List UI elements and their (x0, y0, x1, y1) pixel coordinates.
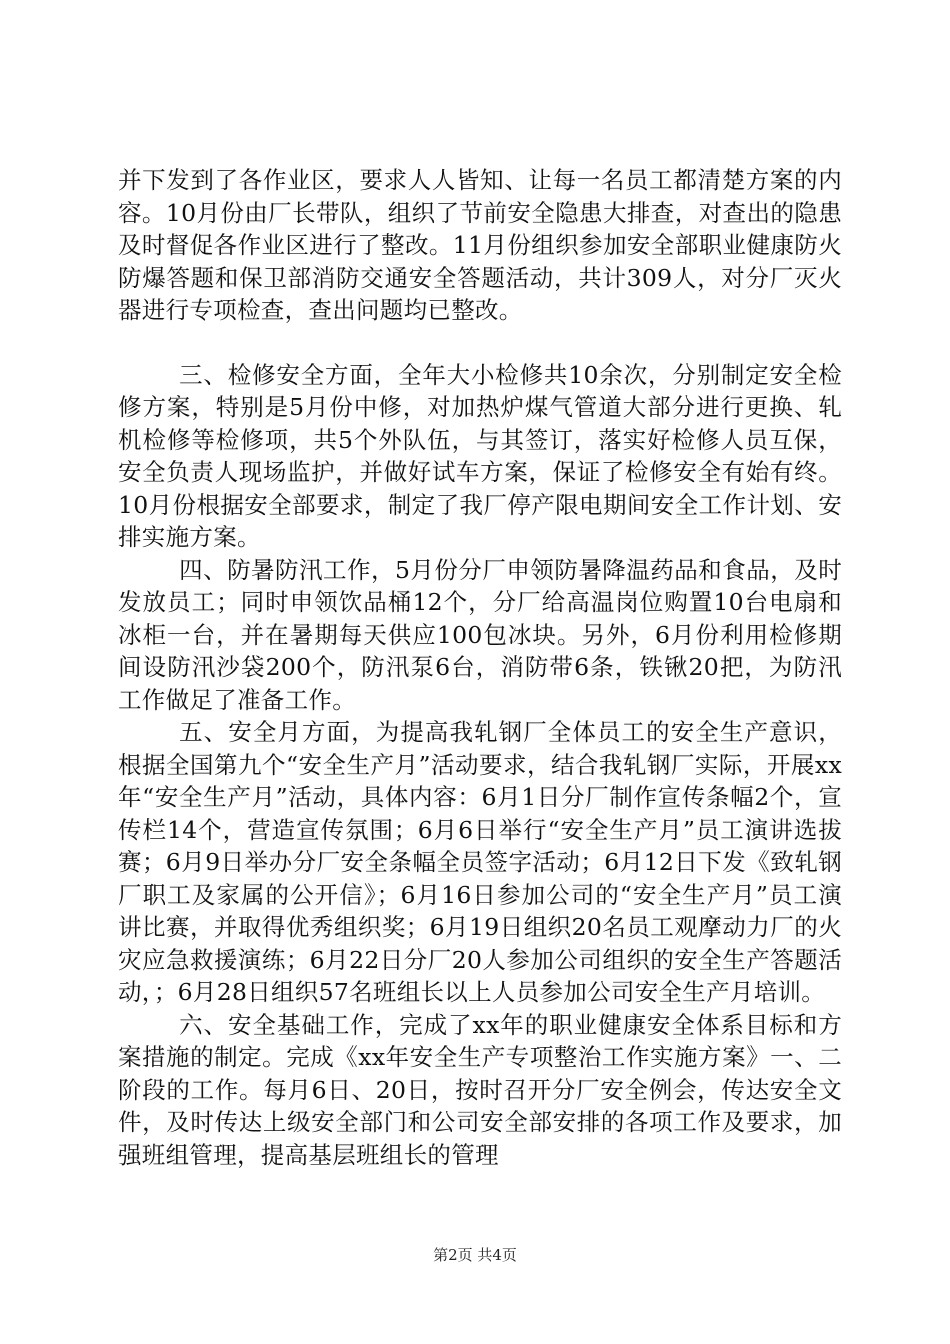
paragraph-continuation: 并下发到了各作业区，要求人人皆知、让每一名员工都清楚方案的内容。10月份由厂长带队，组织了节前安全隐患大排查，对查出的隐患及时督促各作业区进行了整改。11月份组织参加安全部职业健康防火防爆答题和保卫部消防交通安全答题活动，共计309人，对分厂灭火器进行专项检查，查出问题均已整改。 (118, 166, 842, 324)
paragraph-safety-month: 五、安全月方面，为提高我轧钢厂全体员工的安全生产意识，根据全国第九个“安全生产月”活动要求，结合我轧钢厂实际，开展xx年“安全生产月”活动，具体内容：6月1日分厂制作宣传条幅2个，宣传栏14个，营造宣传氛围；6月6日举行“安全生产月”员工演讲选拔赛；6月9日举办分厂安全条幅全员签字活动；6月12日下发《致轧钢厂职工及家属的公开信》；6月16日参加公司的“安全生产月”员工演讲比赛，并取得优秀组织奖；6月19日组织20名员工观摩动力厂的火灾应急救援演练；6月22日分厂20人参加公司组织的安全生产答题活动，；6月28日组织57名班组长以上人员参加公司安全生产月培训。 (118, 718, 842, 1006)
paragraph-heat-flood-prevention: 四、防暑防汛工作，5月份分厂申领防暑降温药品和食品，及时发放员工；同时申领饮品桶12个，分厂给高温岗位购置10台电扇和冰柜一台，并在暑期每天供应100包冰块。另外，6月份利用检修期间设防汛沙袋200个，防汛泵6台，消防带6条，铁锹20把，为防汛工作做足了准备工作。 (118, 555, 842, 714)
paragraph-safety-foundation: 六、安全基础工作，完成了xx年的职业健康安全体系目标和方案措施的制定。完成《xx年安全生产专项整治工作实施方案》一、二阶段的工作。每月6日、20日，按时召开分厂安全例会，传达安全文件，及时传达上级安全部门和公司安全部安排的各项工作及要求，加强班组管理，提高基层班组长的管理 (118, 1010, 842, 1169)
paragraph-maintenance-safety: 三、检修安全方面，全年大小检修共10余次，分别制定安全检修方案，特别是5月份中修，对加热炉煤气管道大部分进行更换、轧机检修等检修项，共5个外队伍，与其签订，落实好检修人员互保，安全负责人现场监护，并做好试车方案，保证了检修安全有始有终。10月份根据安全部要求，制定了我厂停产限电期间安全工作计划、安排实施方案。 (118, 360, 842, 551)
page-number-footer: 第2页 共4页 (433, 1246, 517, 1264)
paragraph-gap (118, 327, 842, 359)
document-body (118, 164, 842, 1171)
